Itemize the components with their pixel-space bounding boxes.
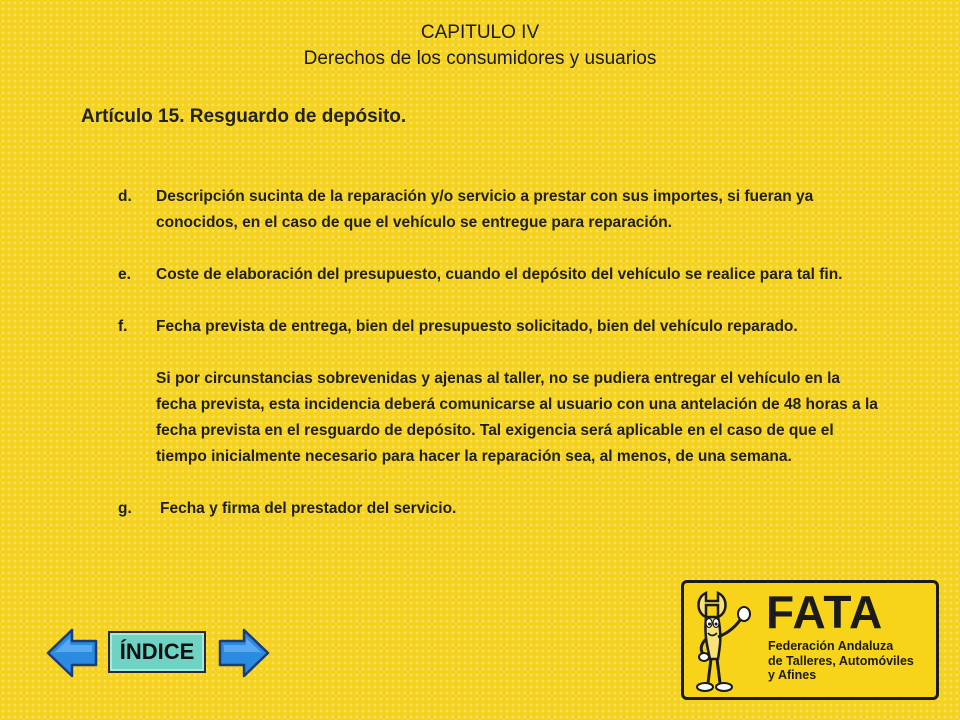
list-item-f: [118, 314, 878, 340]
chapter-subtitle: Derechos de los consumidores y usuarios: [303, 48, 657, 69]
list-item-g: [118, 496, 878, 522]
item-text: Coste de elaboración del presupuesto, cuando el depósito del vehículo se realice para tal fin.: [156, 266, 843, 283]
logo-subtitle-line: Federación Andaluza: [768, 639, 894, 653]
fata-logo: [681, 580, 939, 700]
logo-wordmark: FATA: [766, 586, 884, 638]
list-item-e: [118, 262, 878, 288]
next-arrow-icon[interactable]: [218, 628, 270, 678]
logo-subtitle-line: y Afines: [768, 668, 817, 682]
item-text: Fecha prevista de entrega, bien del presupuesto solicitado, bien del vehículo reparado.: [156, 318, 798, 335]
item-text: Descripción sucinta de la reparación y/o servicio a prestar con sus importes, si fueran ya conocidos, en el caso de que el vehículo se entregue para reparación.: [156, 188, 814, 231]
previous-arrow-icon[interactable]: [46, 628, 98, 678]
chapter-number: CAPITULO IV: [420, 22, 540, 43]
logo-subtitle: [768, 639, 914, 683]
article-title: Artículo 15. Resguardo de depósito.: [81, 106, 407, 127]
item-text: Fecha y firma del prestador del servicio.: [160, 500, 457, 517]
item-letter: d.: [118, 188, 132, 205]
wrench-mascot-icon: [692, 587, 756, 697]
item-letter: e.: [118, 266, 131, 283]
item-f-paragraph: Si por circunstancias sobrevenidas y ajenas al taller, no se pudiera entregar el vehículo en la fecha prevista, esta incidencia deberá comunicarse al usuario con una antelación de 48 horas a la fecha prevista en el resguardo de depósito. Tal exigencia será aplicable en el caso de que el tiempo inicialmente necesario para hacer la reparación sea, al menos, de una semana.: [156, 370, 878, 465]
index-button[interactable]: ÍNDICE: [108, 631, 206, 673]
logo-subtitle-line: de Talleres, Automóviles: [768, 653, 914, 668]
item-letter: f.: [118, 318, 128, 335]
item-letter: g.: [118, 500, 132, 517]
chapter-heading: [0, 20, 960, 72]
list-item-d: [118, 184, 878, 236]
article-items: [118, 184, 878, 548]
